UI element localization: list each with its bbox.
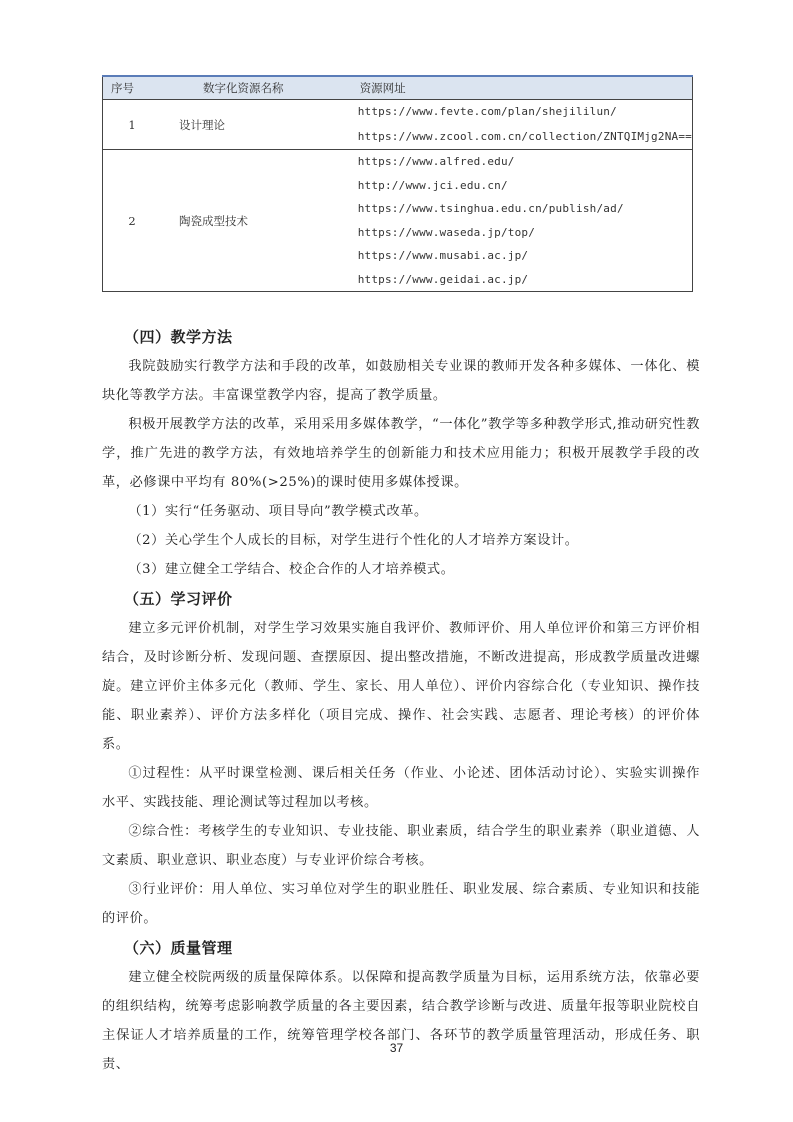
header-name: 数字化资源名称 bbox=[161, 76, 342, 100]
header-url: 资源网址 bbox=[342, 76, 693, 100]
page-number: 37 bbox=[389, 1041, 404, 1055]
paragraph: 我院鼓励实行教学方法和手段的改革，如鼓励相关专业课的教师开发各种多媒体、一体化、模块化等教学方法。丰富课堂教学内容，提高了教学质量。 bbox=[102, 359, 700, 403]
resource-name: 设计理论 bbox=[178, 117, 225, 132]
resource-url: https://www.musabi.ac.jp/ bbox=[357, 249, 529, 262]
resource-url: https://www.tsinghua.edu.cn/publish/ad/ bbox=[357, 202, 624, 215]
table-row bbox=[103, 150, 693, 292]
resource-urls bbox=[342, 100, 693, 150]
resource-url: https://www.zcool.com.cn/collection/ZNTQIMjg2NA== bbox=[357, 129, 692, 143]
resource-url: https://www.geidai.ac.jp/ bbox=[357, 272, 529, 286]
table-row bbox=[103, 100, 693, 150]
section-heading-quality-management: （六）质量管理 bbox=[124, 939, 233, 957]
header-no: 序号 bbox=[103, 76, 161, 100]
row-number: 2 bbox=[128, 213, 136, 228]
resource-url: https://www.alfred.edu/ bbox=[357, 155, 515, 168]
list-item: ③行业评价：用人单位、实习单位对学生的职业胜任、职业发展、综合素质、专业知识和技能的评价。 bbox=[102, 882, 700, 926]
section-heading-learning-evaluation: （五）学习评价 bbox=[124, 590, 233, 608]
paragraph: 积极开展教学方法的改革，采用采用多媒体教学，“一体化”教学等多种教学形式,推动研究性教学，推广先进的教学方法，有效地培养学生的创新能力和技术应用能力；积极开展教学手段的改革，必修课中平均有 80%(>25%)的课时使用多媒体授课。 bbox=[102, 417, 700, 490]
row-number: 1 bbox=[128, 117, 136, 132]
list-item: （1）实行“任务驱动、项目导向”教学模式改革。 bbox=[128, 504, 428, 519]
resource-name: 陶瓷成型技术 bbox=[178, 213, 248, 228]
resource-table bbox=[102, 75, 693, 292]
body-text bbox=[102, 322, 700, 1079]
resource-url: http://www.jci.edu.cn/ bbox=[357, 178, 508, 192]
resource-urls bbox=[342, 150, 693, 292]
section-heading-teaching-methods: （四）教学方法 bbox=[124, 328, 233, 346]
list-item: （3）建立健全工学结合、校企合作的人才培养模式。 bbox=[128, 562, 455, 577]
table-header-row bbox=[103, 76, 693, 100]
list-item: ②综合性：考核学生的专业知识、专业技能、职业素质，结合学生的职业素养（职业道德、人文素质、职业意识、职业态度）与专业评价综合考核。 bbox=[102, 824, 700, 868]
resource-url: https://www.fevte.com/plan/shejililun/ bbox=[357, 105, 617, 118]
list-item: ①过程性：从平时课堂检测、课后相关任务（作业、小论述、团体活动讨论）、实验实训操作水平、实践技能、理论测试等过程加以考核。 bbox=[102, 766, 700, 810]
paragraph: 建立多元评价机制，对学生学习效果实施自我评价、教师评价、用人单位评价和第三方评价相结合，及时诊断分析、发现问题、查摆原因、提出整改措施，不断改进提高，形成教学质量改进螺旋。建立评价主体多元化（教师、学生、家长、用人单位）、评价内容综合化（专业知识、操作技能、职业素养）、评价方法多样化（项目完成、操作、社会实践、志愿者、理论考核）的评价体系。 bbox=[102, 621, 700, 752]
list-item: （2）关心学生个人成长的目标，对学生进行个性化的人才培养方案设计。 bbox=[128, 533, 579, 548]
paragraph: 建立健全校院两级的质量保障体系。以保障和提高教学质量为目标，运用系统方法，依靠必要的组织结构，统筹考虑影响教学质量的各主要因素，结合教学诊断与改进、质量年报等职业院校自主保证人才培养质量的工作，统筹管理学校各部门、各环节的教学质量管理活动，形成任务、职责、 bbox=[102, 970, 700, 1072]
resource-url: https://www.waseda.jp/top/ bbox=[357, 225, 536, 239]
